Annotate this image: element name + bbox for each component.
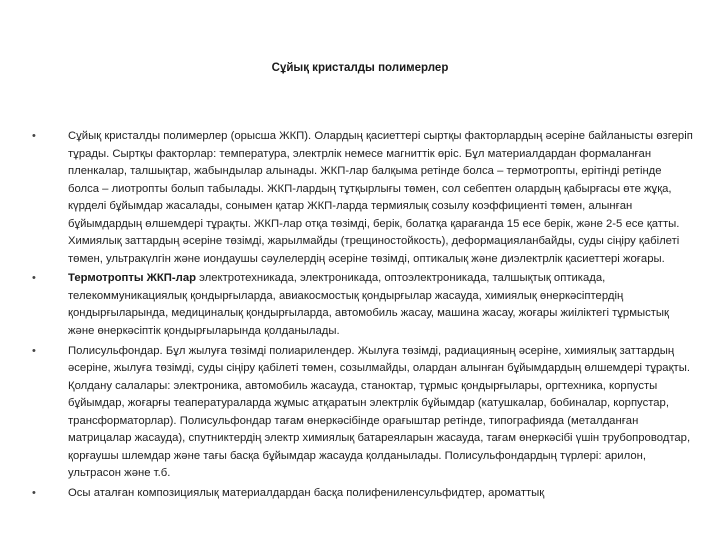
bullet-list (32, 128, 694, 502)
slide-title: Сұйық кристалды полимерлер (271, 62, 449, 74)
bullet-3-text: Полисульфондар. Бұл жылуға төзімді полиарилендер. Жылуға төзімді, радиацияның әсеріне, химиялық заттардың әсеріне, жылуға төзімді, суды сіңіру қабілеті төмен, созылмайды, олардан алынған бұйымдардың өлшемдері тұрақты. Қолдану салалары: электроника, автомобиль жасауда, станоктар, тұрмыс қондырғылары, оргтехника, корпусты бұйымдар, жоғарғы теаператураларда жұмыс атқаратын электрлік бұйымдар (катушкалар, бобиналар, корпустар, трансформаторлар). Полисульфондар тағам өнеркәсібінде орағыштар ретінде, типографияда (металданған матрицалар жасауда), спутниктердің электр химиялық батареяларын жасауда, тағам өнеркәсібі үшін трубопроводтар, қорғаушы шлемдар және тағы басқа бұйымдар жасауда қолданылады. Полисульфондардың түрлері: арилон, ультрасон және т.б. (68, 344, 691, 480)
bullet-item-4 (32, 485, 694, 503)
bullet-marker: • (32, 486, 36, 499)
bullet-marker: • (32, 130, 36, 142)
bullet-2-lead: Термотропты ЖКП-лар (68, 272, 197, 285)
bullet-2-text: электротехникада, электроникада, оптоэлектроникада, талшықтық оптикада, телекоммуникациялық қондырғыларда, авиакосмостық қондырғылар жасауда, химиялық өнеркәсіптердің қондырғыларында, медициналық қондырғыларда, автомобиль жасау, машина жасау, жоғары жиіліктегі тұрмыстық және өнеркәсіптік қондырғыларында қолданылады. (68, 272, 669, 338)
bullet-marker: • (32, 344, 36, 357)
bullet-4-text: Осы аталған композициялық материалдардан басқа полифениленсульфидтер, ароматтық (68, 486, 545, 499)
bullet-item-2 (32, 270, 694, 340)
bullet-marker: • (32, 272, 36, 285)
bullet-item-1 (32, 128, 694, 268)
bullet-item-3 (32, 343, 694, 483)
bullet-1-text: Сұйық кристалды полимерлер (орысша ЖКП). Олардың қасиеттері сыртқы факторлардың әсеріне байланысты өзгеріп тұрады. Сыртқы факторлар: температура, электрлік немесе магниттік өріс. Бұл материалдардан формаланған пленкалар, талшықтар, жабындылар алынады. ЖКП-лар балқыма ретінде болса – термотропты, ерітінді ретінде болса – лиотропты болып табылады. ЖКП-лардың тұтқырлығы төмен, сол себептен олардың қабырғасы өте жұқа, күрделі бұйымдар жасалады, сонымен қатар ЖКП-ларда термиялық созылу коэффициенті төмен, алынған бұйымдардың өлшемдері тұрақты. ЖКП-лар отқа төзімді, берік, болатқа қарағанда 15 есе берік, және 2-5 есе қатты. Химиялық заттардың әсеріне төзімді, жарылмайды (трещиностойкость), деформацияланбайды, суды сіңіру қабілеті төмен, ультракүлгін және иондаушы сәулелердің әсеріне төзімді, оптикалық және диэлектрлік қасиеттері жоғары. (68, 130, 693, 265)
